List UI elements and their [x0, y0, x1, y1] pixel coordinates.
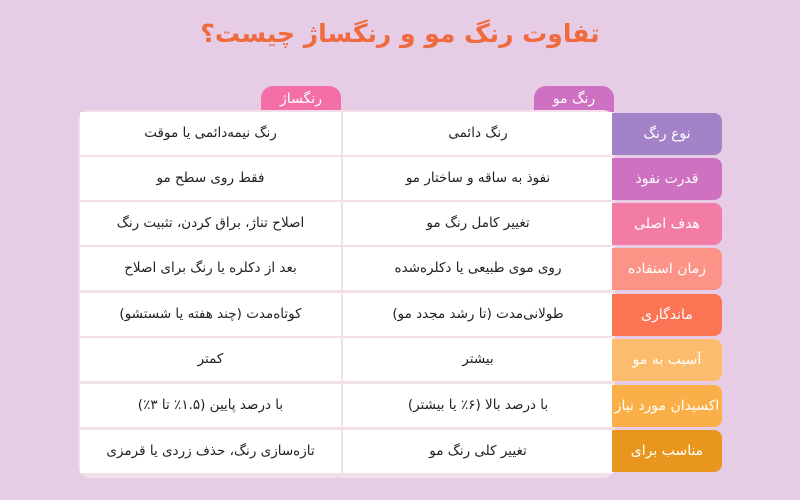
comparison-table [78, 110, 615, 478]
dye-cell: طولانی‌مدت (تا رشد مجدد مو) [343, 293, 613, 336]
dye-cell: تغییر کامل رنگ مو [343, 202, 613, 245]
row-label-developer: اکسیدان مورد نیاز [612, 385, 722, 427]
toner-cell: بعد از دکلره یا رنگ برای اصلاح [80, 247, 341, 290]
column-header-hair-dye: رنگ مو [534, 86, 614, 112]
row-label-suitable-for: مناسب برای [612, 430, 722, 472]
page-title: تفاوت رنگ مو و رنگساژ چیست؟ [200, 19, 600, 48]
dye-cell: با درصد بالا (۶٪ یا بیشتر) [343, 384, 613, 427]
toner-cell: فقط روی سطح مو [80, 157, 341, 200]
table-row [78, 112, 615, 156]
table-row [78, 247, 615, 291]
toner-cell: رنگ نیمه‌دائمی یا موقت [80, 112, 341, 155]
toner-cell: تازه‌سازی رنگ، حذف زردی یا قرمزی [80, 430, 341, 473]
toner-cell: کوتاه‌مدت (چند هفته یا شستشو) [80, 293, 341, 336]
table-row [78, 430, 615, 474]
row-label-color-type: نوع رنگ [612, 113, 722, 155]
dye-cell: روی موی طبیعی یا دکلره‌شده [343, 247, 613, 290]
row-label-usage-time: زمان استفاده [612, 248, 722, 290]
dye-cell: نفوذ به ساقه و ساختار مو [343, 157, 613, 200]
row-label-durability: ماندگاری [612, 294, 722, 336]
table-row [78, 338, 615, 382]
row-label-penetration: قدرت نفوذ [612, 158, 722, 200]
column-header-toner: رنگساژ [261, 86, 341, 112]
table-row [78, 384, 615, 428]
dye-cell: تغییر کلی رنگ مو [343, 430, 613, 473]
dye-cell: بیشتر [343, 338, 613, 381]
toner-cell: اصلاح تناژ، براق کردن، تثبیت رنگ [80, 202, 341, 245]
table-row [78, 293, 615, 337]
table-row [78, 202, 615, 246]
toner-cell: کمتر [80, 338, 341, 381]
row-label-hair-damage: آسیب به مو [612, 339, 722, 381]
row-label-main-goal: هدف اصلی [612, 203, 722, 245]
table-row [78, 157, 615, 201]
dye-cell: رنگ دائمی [343, 112, 613, 155]
toner-cell: با درصد پایین (۱.۵٪ تا ۳٪) [80, 384, 341, 427]
